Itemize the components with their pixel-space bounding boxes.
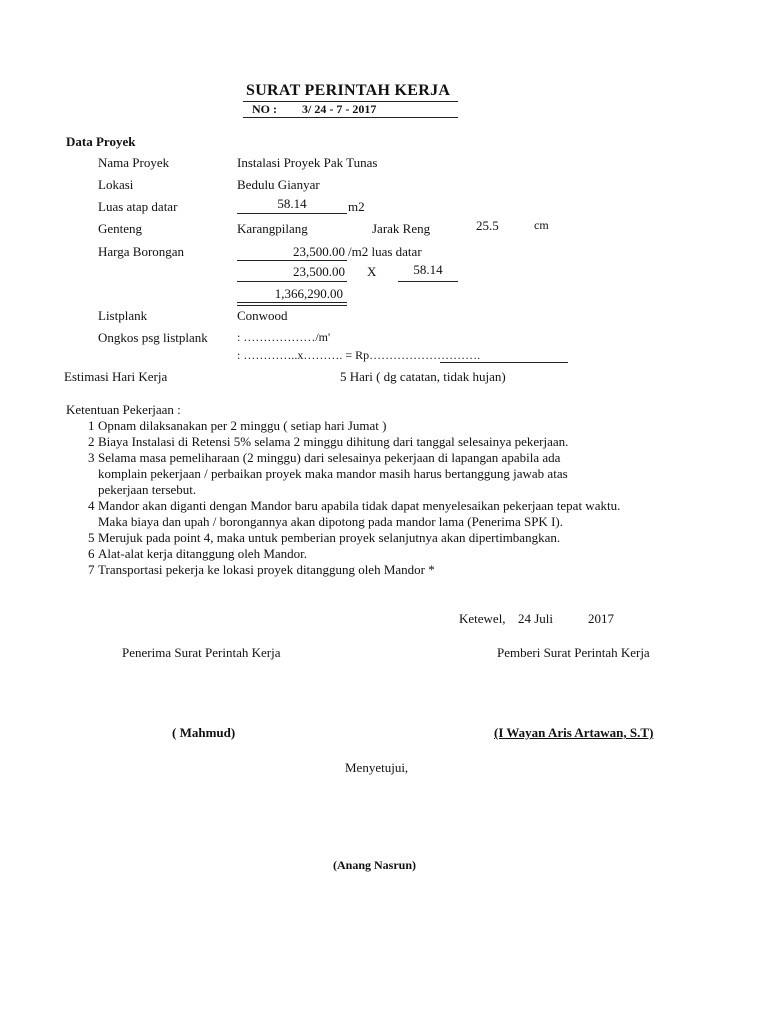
field-value-genteng: Karangpilang [237,221,308,236]
field-label-jarak-reng: Jarak Reng [372,221,431,236]
field-unit-jarak-reng: cm [534,218,549,232]
ketentuan-item-6-number: 6 [88,546,95,561]
calc-multiplier: 58.14 [413,262,443,277]
ketentuan-item-3-line-3: pekerjaan tersebut. [98,482,197,497]
signing-date: 24 Juli [518,611,554,626]
ketentuan-item-7: Transportasi pekerja ke lokasi proyek ditanggung oleh Mandor * [98,562,435,577]
ketentuan-item-6: Alat-alat kerja ditanggung oleh Mandor. [98,546,308,561]
total-double-underline-top [237,302,347,303]
number-underline [243,117,458,118]
calc-multiplicand: 23,500.00 [293,264,345,279]
ketentuan-item-5-number: 5 [88,530,95,545]
approver-name: (Anang Nasrun) [333,858,417,872]
ketentuan-item-5: Merujuk pada point 4, maka untuk pemberian proyek selanjutnya akan dipertimbangkan. [98,530,561,545]
ketentuan-item-1: Opnam dilaksanakan per 2 minggu ( setiap hari Jumat ) [98,418,387,433]
ketentuan-item-3-number: 3 [88,450,95,465]
penerima-name: ( Mahmud) [172,725,236,740]
field-label-listplank: Listplank [98,308,148,323]
calc-total: 1,366,290.00 [274,286,343,301]
luas-underline [237,213,347,214]
field-label-estimasi: Estimasi Hari Kerja [64,369,168,384]
page-title: SURAT PERINTAH KERJA [246,82,451,99]
harga-underline [237,260,347,261]
field-unit-luas: m2 [348,199,365,214]
pemberi-name: (I Wayan Aris Artawan, S.T) [494,725,654,740]
calc-underline [237,281,347,282]
field-label-lokasi: Lokasi [98,177,134,192]
field-value-lokasi: Bedulu Gianyar [237,177,320,192]
field-unit-harga: /m2 luas datar [348,244,422,259]
ketentuan-item-2: Biaya Instalasi di Retensi 5% selama 2 minggu dihitung dari tanggal selesainya pekerjaan. [98,434,569,449]
field-label-nama: Nama Proyek [98,155,170,170]
calc-operator: X [367,264,377,279]
signing-place: Ketewel, [459,611,506,626]
ketentuan-item-4-number: 4 [88,498,95,513]
ongkos-underline [440,362,568,363]
ketentuan-item-1-number: 1 [88,418,95,433]
pemberi-label: Pemberi Surat Perintah Kerja [497,645,650,660]
field-value-ongkos-rate: : ………………/m' [237,330,331,344]
signing-year: 2017 [588,611,614,626]
menyetujui-label: Menyetujui, [345,760,409,775]
field-value-estimasi: 5 Hari ( dg catatan, tidak hujan) [340,369,506,384]
total-double-underline-bottom [237,305,347,306]
field-label-genteng: Genteng [98,221,143,236]
field-value-jarak-reng: 25.5 [476,218,499,233]
field-value-nama: Instalasi Proyek Pak Tunas [237,155,378,170]
calc-multiplier-underline [398,281,458,282]
penerima-label: Penerima Surat Perintah Kerja [122,645,281,660]
field-label-harga: Harga Borongan [98,244,185,259]
ketentuan-item-4-line-2: Maka biaya dan upah / borongannya akan dipotong pada mandor lama (Penerima SPK I). [98,514,563,529]
ketentuan-item-3-line-1: Selama masa pemeliharaan (2 minggu) dari selesainya pekerjaan di lapangan apabila ada [98,450,561,465]
section-title: Data Proyek [66,134,136,149]
field-value-harga: 23,500.00 [293,244,345,259]
field-label-ongkos: Ongkos psg listplank [98,330,208,345]
ketentuan-item-7-number: 7 [88,562,95,577]
field-label-luas: Luas atap datar [98,199,178,214]
document-number: 3/ 24 - 7 - 2017 [302,102,377,116]
ketentuan-item-3-line-2: komplain pekerjaan / perbaikan proyek maka mandor masih harus bertanggung jawab atas [98,466,568,481]
ketentuan-title: Ketentuan Pekerjaan : [66,402,181,417]
ketentuan-item-4-line-1: Mandor akan diganti dengan Mandor baru apabila tidak dapat menyelesaikan pekerjaan tepat waktu. [98,498,621,513]
field-value-listplank: Conwood [237,308,288,323]
document-number-label: NO : [252,102,277,116]
field-value-ongkos-calc: : …………..x………. = Rp………………………. [237,348,481,362]
field-value-luas: 58.14 [277,196,307,211]
ketentuan-item-2-number: 2 [88,434,95,449]
